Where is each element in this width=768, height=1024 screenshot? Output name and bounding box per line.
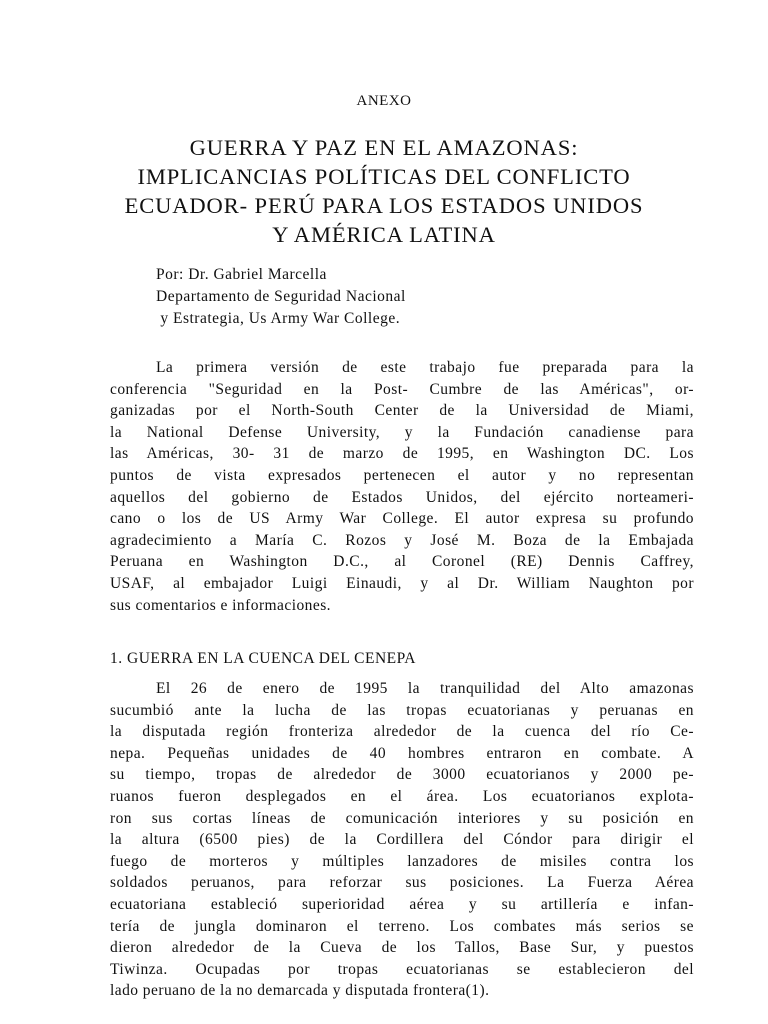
title-line: GUERRA Y PAZ EN EL AMAZONAS: — [189, 135, 579, 160]
paragraph-line: su tiempo, tropas de alrededor de 3000 ecuatorianos y 2000 pe- — [110, 766, 694, 784]
paragraph-line: cano o los de US Army War College. El autor expresa su profundo — [110, 510, 694, 528]
intro-paragraph — [110, 357, 694, 616]
author-line: y Estrategia, Us Army War College. — [156, 310, 401, 327]
paragraph-line: puntos de vista expresados pertenecen el autor y no representan — [110, 466, 694, 484]
paragraph-line: El 26 de enero de 1995 la tranquilidad del Alto amazonas — [156, 680, 694, 697]
paragraph-line: Peruana en Washington D.C., al Coronel (RE) Dennis Caffrey, — [110, 553, 694, 571]
paragraph-line: tería de jungla dominaron el terreno. Los combates más serios se — [110, 917, 694, 935]
paragraph-line: soldados peruanos, para reforzar sus posiciones. La Fuerza Aérea — [110, 874, 694, 892]
title-line: Y AMÉRICA LATINA — [272, 222, 496, 247]
section-heading: 1. GUERRA EN LA CUENCA DEL CENEPA — [110, 650, 416, 667]
author-line: Departamento de Seguridad Nacional — [156, 288, 406, 305]
paragraph-line: ron sus cortas líneas de comunicación interiores y su posición en — [110, 809, 694, 827]
paragraph-line: dieron alrededor de la Cueva de los Tallos, Base Sur, y puestos — [110, 939, 694, 957]
paragraph-line: ruanos fueron desplegados en el área. Los ecuatorianos explota- — [110, 787, 694, 805]
paragraph-line: lado peruano de la no demarcada y disputada frontera(1). — [110, 982, 490, 1000]
paragraph-line: agradecimiento a María C. Rozos y José M. Boza de la Embajada — [110, 531, 694, 549]
author-line: Por: Dr. Gabriel Marcella — [156, 266, 327, 283]
paragraph-line: nepa. Pequeñas unidades de 40 hombres entraron en combate. A — [110, 744, 694, 762]
anexo-label: ANEXO — [356, 93, 412, 109]
paragraph-line: la altura (6500 pies) de la Cordillera del Cóndor para dirigir el — [110, 831, 694, 849]
paragraph-line: Tiwinza. Ocupadas por tropas ecuatorianas se establecieron del — [110, 960, 694, 978]
title-line: ECUADOR- PERÚ PARA LOS ESTADOS UNIDOS — [124, 193, 644, 218]
paragraph-line: las Américas, 30- 31 de marzo de 1995, en Washington DC. Los — [110, 445, 694, 463]
paragraph-line: la National Defense University, y la Fundación canadiense para — [110, 423, 694, 441]
paragraph-line: aquellos del gobierno de Estados Unidos, del ejército norteameri- — [110, 488, 694, 506]
section-paragraph — [110, 678, 694, 1002]
paragraph-line: conferencia "Seguridad en la Post- Cumbre de las Américas", or- — [110, 380, 694, 398]
document-title — [60, 133, 708, 249]
paragraph-line: sus comentarios e informaciones. — [110, 596, 332, 614]
author-block — [156, 264, 406, 330]
paragraph-line: sucumbió ante la lucha de las tropas ecuatorianas y peruanas en — [110, 701, 694, 719]
paragraph-line: fuego de morteros y múltiples lanzadores de misiles contra los — [110, 852, 694, 870]
paragraph-line: USAF, al embajador Luigi Einaudi, y al Dr. William Naughton por — [110, 574, 694, 592]
paragraph-line: ganizadas por el North-South Center de la Universidad de Miami, — [110, 402, 694, 420]
paragraph-line: ecuatoriana estableció superioridad aérea y su artillería e infan- — [110, 895, 694, 913]
paragraph-line: la disputada región fronteriza alrededor de la cuenca del río Ce- — [110, 723, 694, 741]
paragraph-line: La primera versión de este trabajo fue preparada para la — [156, 359, 694, 376]
title-line: IMPLICANCIAS POLÍTICAS DEL CONFLICTO — [137, 164, 631, 189]
